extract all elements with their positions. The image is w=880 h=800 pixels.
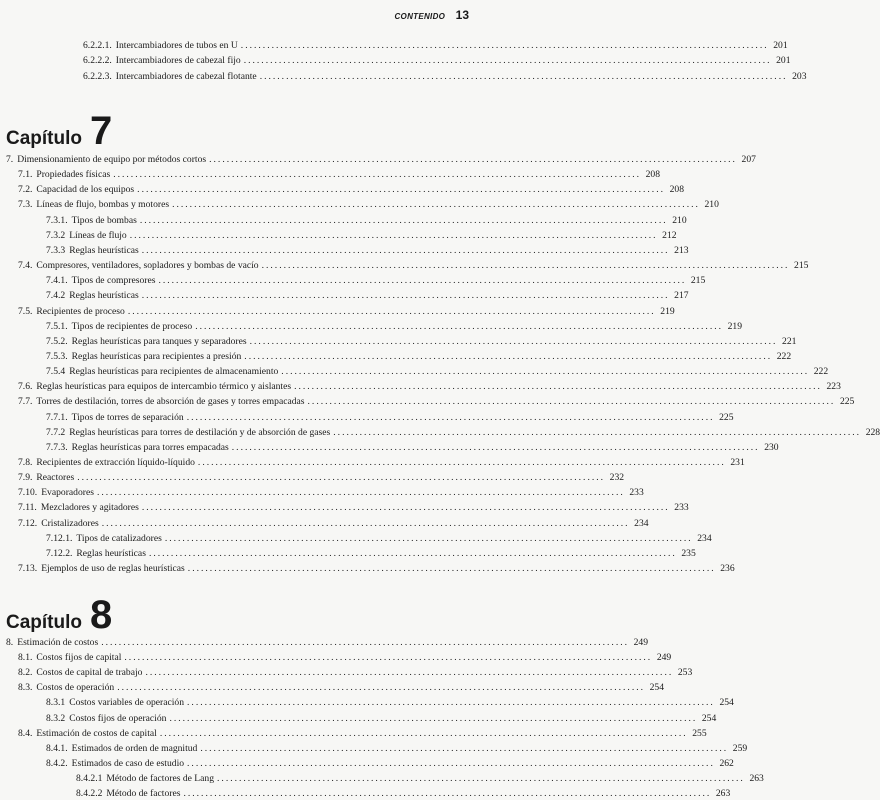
entry-title: Evaporadores bbox=[41, 487, 94, 499]
entry-page-number: 215 bbox=[794, 260, 809, 272]
entry-number: 7.6. bbox=[18, 381, 33, 393]
entry-page-number: 236 bbox=[720, 563, 735, 575]
entry-page-number: 234 bbox=[697, 532, 712, 544]
entry-page-number: 263 bbox=[749, 772, 764, 784]
entry-page-number: 231 bbox=[730, 457, 745, 468]
toc-entry bbox=[18, 169, 661, 181]
dot-leader: ........................................................................................................................ bbox=[187, 697, 715, 709]
entry-title: Intercambiadores de cabezal fijo bbox=[115, 55, 241, 67]
entry-page-number: 207 bbox=[741, 154, 756, 165]
dot-leader: ........................................................................................................................ bbox=[231, 441, 760, 453]
dot-leader: ........................................................................................................................ bbox=[187, 757, 715, 769]
entry-title: Recipientes de proceso bbox=[36, 305, 125, 317]
dot-leader: ........................................................................................................................ bbox=[164, 532, 693, 544]
dot-leader: ........................................................................................................................ bbox=[117, 682, 646, 694]
entry-title: Costos de capital de trabajo bbox=[36, 667, 143, 679]
entry-page-number: 201 bbox=[773, 40, 788, 51]
entry-title: Líneas de flujo bbox=[69, 229, 127, 241]
entry-number: 7.5.3. bbox=[46, 350, 68, 362]
entry-number: 8. bbox=[6, 637, 14, 648]
entry-number: 8.1. bbox=[18, 652, 33, 664]
entry-page-number: 254 bbox=[701, 712, 717, 724]
toc-entry bbox=[18, 396, 855, 408]
toc-entry bbox=[46, 547, 696, 559]
entry-title: Costos fijos de operación bbox=[69, 712, 167, 724]
entry-page-number: 249 bbox=[656, 652, 672, 664]
dot-leader: ........................................................................................................................ bbox=[281, 366, 810, 378]
toc-entry bbox=[46, 697, 734, 709]
toc-entry bbox=[46, 320, 743, 332]
chapter-number: 8 bbox=[90, 593, 113, 637]
entry-number: 7.8. bbox=[18, 457, 33, 468]
entry-title: Costos fijos de capital bbox=[36, 652, 122, 664]
toc-entry bbox=[6, 637, 649, 648]
toc-entry bbox=[18, 381, 841, 393]
entry-title: Torres de destilación, torres de absorción de gases y torres empacadas bbox=[36, 396, 305, 408]
toc-entry bbox=[46, 532, 712, 544]
entry-number: 7.10. bbox=[18, 487, 38, 499]
toc-entry bbox=[18, 260, 809, 272]
entry-number: 8.4.1. bbox=[46, 742, 68, 754]
entry-number: 7. bbox=[6, 154, 14, 165]
entry-page-number: 208 bbox=[669, 184, 684, 196]
dot-leader: ........................................................................................................................ bbox=[77, 472, 606, 484]
entry-title: Método de factores bbox=[106, 788, 181, 799]
dot-leader: ........................................................................................................................ bbox=[187, 563, 716, 575]
entry-title: Reglas heurísticas bbox=[69, 244, 139, 256]
entry-page-number: 228 bbox=[865, 426, 880, 438]
dot-leader: ........................................................................................................................ bbox=[197, 457, 726, 468]
entry-number: 7.12. bbox=[18, 517, 38, 529]
entry-page-number: 233 bbox=[674, 502, 689, 514]
entry-title: Estimación de costos de capital bbox=[36, 727, 157, 739]
chapter-number: 7 bbox=[90, 109, 113, 153]
toc-entry bbox=[46, 441, 779, 453]
entry-title: Tipos de recipientes de proceso bbox=[71, 320, 193, 332]
entry-page-number: 203 bbox=[792, 70, 807, 82]
toc-entry bbox=[83, 40, 788, 51]
entry-number: 7.3. bbox=[18, 199, 33, 211]
entry-number: 7.5.1. bbox=[46, 320, 68, 332]
entry-number: 7.5.2. bbox=[46, 335, 68, 347]
entry-page-number: 230 bbox=[764, 441, 779, 453]
dot-leader: ........................................................................................................................ bbox=[127, 305, 656, 317]
toc-entry bbox=[18, 487, 644, 499]
toc-entry bbox=[46, 244, 689, 256]
entry-title: Ejemplos de uso de reglas heurísticas bbox=[41, 563, 185, 575]
entry-page-number: 233 bbox=[629, 487, 644, 499]
toc-entry bbox=[18, 184, 684, 196]
entry-page-number: 253 bbox=[677, 667, 693, 679]
entry-title: Intercambiadores de cabezal flotante bbox=[115, 70, 257, 82]
entry-page-number: 219 bbox=[660, 305, 675, 317]
entry-title: Reglas heurísticas para tanques y separadores bbox=[71, 335, 247, 347]
entry-number: 8.4.2.2 bbox=[76, 788, 103, 799]
toc-entry bbox=[46, 411, 734, 423]
entry-title: Estimados de caso de estudio bbox=[71, 757, 185, 769]
toc-entry bbox=[18, 652, 672, 664]
entry-title: Estimados de orden de magnitud bbox=[71, 742, 198, 754]
dot-leader: ........................................................................................................................ bbox=[139, 214, 668, 226]
toc-entry bbox=[18, 502, 689, 514]
entry-title: Propiedades físicas bbox=[36, 169, 111, 181]
entry-page-number: 215 bbox=[690, 275, 706, 287]
toc-entry bbox=[76, 788, 731, 799]
entry-page-number: 221 bbox=[782, 335, 797, 347]
entry-page-number: 255 bbox=[692, 727, 707, 739]
entry-title: Reglas heurísticas para torres de destilación y de absorción de gases bbox=[69, 426, 331, 438]
dot-leader: ........................................................................................................................ bbox=[307, 396, 836, 408]
entry-number: 7.4. bbox=[18, 260, 33, 272]
entry-number: 7.12.2. bbox=[46, 547, 73, 559]
entry-page-number: 235 bbox=[681, 547, 696, 559]
dot-leader: ........................................................................................................................ bbox=[141, 502, 670, 514]
chapter-word: Capítulo bbox=[6, 128, 82, 149]
entry-title: Recipientes de extracción líquido-líquido bbox=[36, 457, 195, 468]
dot-leader: ........................................................................................................................ bbox=[209, 154, 737, 165]
dot-leader: ........................................................................................................................ bbox=[101, 637, 630, 648]
toc-entry bbox=[46, 335, 797, 347]
page-number: 13 bbox=[455, 8, 469, 22]
dot-leader: ........................................................................................................................ bbox=[200, 742, 729, 754]
section-title: CONTENIDO bbox=[394, 12, 446, 21]
toc-entry bbox=[76, 772, 764, 784]
dot-leader: ........................................................................................................................ bbox=[158, 275, 687, 287]
dot-leader: ........................................................................................................................ bbox=[244, 350, 773, 362]
entry-title: Estimación de costos bbox=[17, 637, 99, 648]
entry-page-number: 262 bbox=[719, 757, 734, 769]
entry-number: 7.1. bbox=[18, 169, 33, 181]
dot-leader: ........................................................................................................................ bbox=[159, 727, 688, 739]
entry-title: Tipos de torres de separación bbox=[71, 411, 184, 423]
entry-page-number: 234 bbox=[634, 517, 649, 529]
entry-page-number: 201 bbox=[776, 55, 791, 67]
entry-number: 8.4.2. bbox=[46, 757, 68, 769]
entry-page-number: 249 bbox=[633, 637, 649, 648]
entry-title: Intercambiadores de tubos en U bbox=[115, 40, 238, 51]
chapter-word: Capítulo bbox=[6, 612, 82, 633]
entry-number: 7.7.1. bbox=[46, 411, 68, 423]
toc-entry bbox=[18, 457, 745, 468]
entry-number: 7.13. bbox=[18, 563, 38, 575]
entry-page-number: 263 bbox=[715, 788, 731, 799]
entry-number: 7.3.1. bbox=[46, 214, 68, 226]
running-header bbox=[394, 6, 469, 24]
entry-title: Tipos de bombas bbox=[71, 214, 137, 226]
entry-number: 7.9. bbox=[18, 472, 33, 484]
dot-leader: ........................................................................................................................ bbox=[101, 517, 630, 529]
toc-entry bbox=[18, 305, 675, 317]
dot-leader: ........................................................................................................................ bbox=[141, 244, 670, 256]
entry-number: 7.4.2 bbox=[46, 290, 66, 302]
entry-number: 8.3. bbox=[18, 682, 33, 694]
dot-leader: ........................................................................................................................ bbox=[195, 320, 724, 332]
entry-number: 7.7.3. bbox=[46, 441, 68, 453]
entry-page-number: 208 bbox=[645, 169, 661, 181]
toc-entry bbox=[46, 214, 687, 226]
toc-entry bbox=[18, 517, 649, 529]
entry-page-number: 213 bbox=[674, 244, 689, 256]
entry-title: Costos de operación bbox=[36, 682, 115, 694]
toc-entry bbox=[83, 70, 807, 82]
toc-entry bbox=[18, 667, 693, 679]
dot-leader: ........................................................................................................................ bbox=[148, 547, 677, 559]
toc-entry bbox=[46, 366, 829, 378]
entry-page-number: 219 bbox=[727, 320, 743, 332]
entry-number: 7.5. bbox=[18, 305, 33, 317]
toc-entry bbox=[18, 727, 707, 739]
entry-title: Capacidad de los equipos bbox=[36, 184, 135, 196]
dot-leader: ........................................................................................................................ bbox=[333, 426, 862, 438]
entry-title: Dimensionamiento de equipo por métodos cortos bbox=[17, 154, 207, 165]
entry-number: 7.12.1. bbox=[46, 532, 73, 544]
entry-title: Costos variables de operación bbox=[69, 697, 185, 709]
entry-page-number: 210 bbox=[672, 214, 687, 226]
entry-number: 7.5.4 bbox=[46, 366, 66, 378]
entry-number: 6.2.2.3. bbox=[83, 70, 112, 82]
entry-number: 8.3.1 bbox=[46, 697, 66, 709]
entry-page-number: 254 bbox=[719, 697, 734, 709]
entry-number: 8.4.2.1 bbox=[76, 772, 103, 784]
entry-title: Compresores, ventiladores, sopladores y bombas de vacío bbox=[36, 260, 259, 272]
dot-leader: ........................................................................................................................ bbox=[169, 712, 698, 724]
dot-leader: ........................................................................................................................ bbox=[217, 772, 745, 784]
entry-title: Reglas heurísticas para recipientes a presión bbox=[71, 350, 242, 362]
dot-leader: ........................................................................................................................ bbox=[145, 667, 674, 679]
entry-page-number: 254 bbox=[649, 682, 665, 694]
entry-page-number: 225 bbox=[719, 411, 734, 423]
entry-number: 7.7. bbox=[18, 396, 33, 408]
entry-title: Método de factores de Lang bbox=[106, 772, 215, 784]
dot-leader: ........................................................................................................................ bbox=[243, 55, 772, 67]
entry-number: 8.3.2 bbox=[46, 712, 66, 724]
entry-page-number: 232 bbox=[609, 472, 625, 484]
toc-entry bbox=[18, 682, 665, 694]
toc-entry bbox=[83, 55, 791, 67]
dot-leader: ........................................................................................................................ bbox=[183, 788, 712, 799]
toc-entry bbox=[46, 350, 792, 362]
entry-number: 7.3.3 bbox=[46, 244, 66, 256]
entry-number: 8.4. bbox=[18, 727, 33, 739]
toc-entry bbox=[46, 275, 706, 287]
entry-title: Tipos de compresores bbox=[71, 275, 156, 287]
dot-leader: ........................................................................................................................ bbox=[137, 184, 665, 196]
dot-leader: ........................................................................................................................ bbox=[113, 169, 642, 181]
dot-leader: ........................................................................................................................ bbox=[129, 229, 658, 241]
entry-page-number: 222 bbox=[813, 366, 829, 378]
entry-number: 7.7.2 bbox=[46, 426, 66, 438]
dot-leader: ........................................................................................................................ bbox=[249, 335, 778, 347]
entry-title: Líneas de flujo, bombas y motores bbox=[36, 199, 170, 211]
entry-page-number: 222 bbox=[776, 350, 792, 362]
entry-number: 8.2. bbox=[18, 667, 33, 679]
toc-entry bbox=[46, 426, 880, 438]
dot-leader: ........................................................................................................................ bbox=[124, 652, 653, 664]
toc-entry bbox=[46, 290, 689, 302]
dot-leader: ........................................................................................................................ bbox=[96, 487, 625, 499]
toc-entry bbox=[46, 742, 748, 754]
toc-entry bbox=[18, 472, 625, 484]
entry-page-number: 217 bbox=[674, 290, 689, 302]
entry-title: Reglas heurísticas bbox=[69, 290, 139, 302]
chapter-8-heading bbox=[6, 593, 113, 637]
entry-title: Tipos de catalizadores bbox=[76, 532, 162, 544]
dot-leader: ........................................................................................................................ bbox=[259, 70, 788, 82]
entry-number: 7.3.2 bbox=[46, 229, 66, 241]
entry-page-number: 212 bbox=[662, 229, 677, 241]
entry-number: 6.2.2.2. bbox=[83, 55, 112, 67]
dot-leader: ........................................................................................................................ bbox=[186, 411, 715, 423]
entry-page-number: 223 bbox=[826, 381, 841, 393]
entry-title: Reglas heurísticas para recipientes de almacenamiento bbox=[69, 366, 279, 378]
toc-entry bbox=[18, 199, 719, 211]
toc-entry bbox=[46, 712, 717, 724]
entry-title: Reglas heurísticas para torres empacadas bbox=[71, 441, 229, 453]
dot-leader: ........................................................................................................................ bbox=[172, 199, 700, 211]
entry-title: Cristalizadores bbox=[41, 517, 99, 529]
dot-leader: ........................................................................................................................ bbox=[141, 290, 670, 302]
toc-entry bbox=[6, 154, 756, 165]
entry-number: 7.2. bbox=[18, 184, 33, 196]
toc-entry bbox=[46, 229, 677, 241]
entry-page-number: 259 bbox=[732, 742, 748, 754]
dot-leader: ........................................................................................................................ bbox=[240, 40, 769, 51]
entry-title: Reglas heurísticas para equipos de intercambio térmico y aislantes bbox=[36, 381, 292, 393]
entry-page-number: 210 bbox=[704, 199, 719, 211]
entry-number: 6.2.2.1. bbox=[83, 40, 112, 51]
entry-title: Reactores bbox=[36, 472, 75, 484]
entry-number: 7.11. bbox=[18, 502, 37, 514]
entry-title: Reglas heurísticas bbox=[76, 547, 146, 559]
toc-entry bbox=[46, 757, 734, 769]
dot-leader: ........................................................................................................................ bbox=[294, 381, 822, 393]
entry-number: 7.4.1. bbox=[46, 275, 68, 287]
entry-title: Mezcladores y agitadores bbox=[40, 502, 139, 514]
entry-page-number: 225 bbox=[839, 396, 855, 408]
toc-entry bbox=[18, 563, 735, 575]
dot-leader: ........................................................................................................................ bbox=[261, 260, 790, 272]
chapter-7-heading bbox=[6, 109, 113, 153]
